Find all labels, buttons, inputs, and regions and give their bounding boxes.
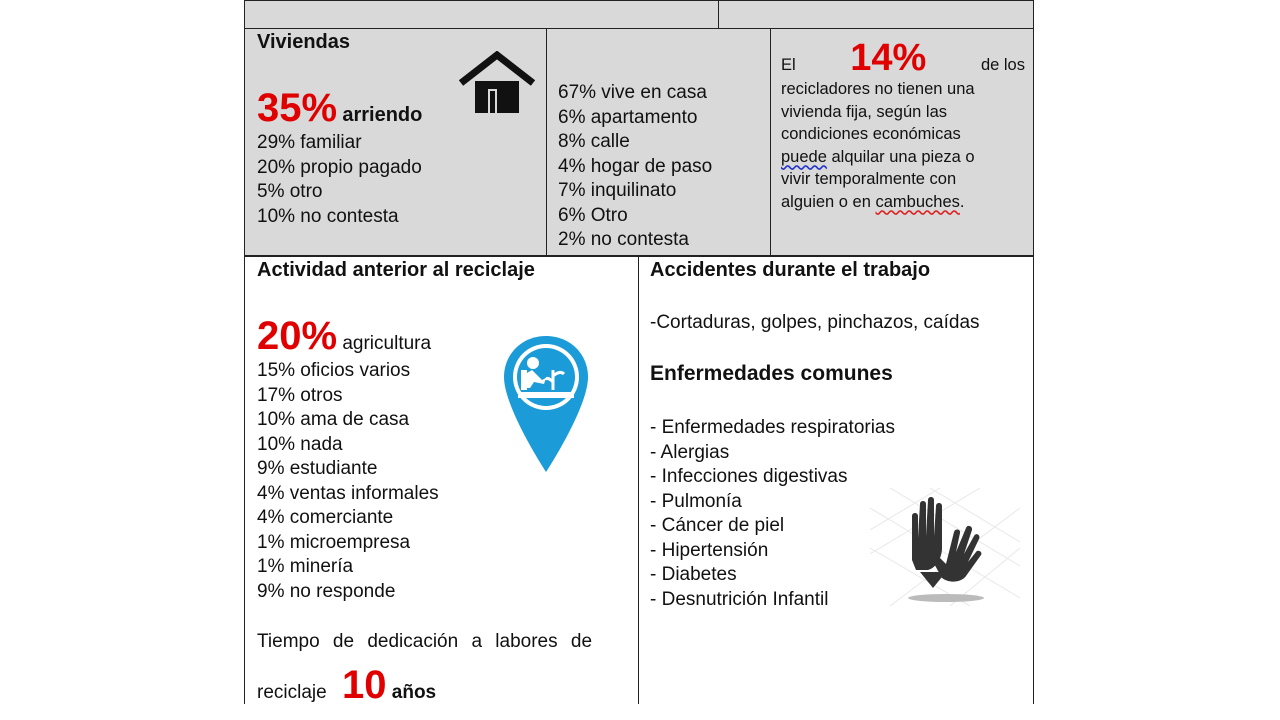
list-item: 9% estudiante [257, 458, 378, 479]
accidentes-text: -Cortaduras, golpes, pinchazos, caídas [650, 312, 980, 333]
list-item: 4% ventas informales [257, 482, 439, 504]
enfermedades-title: Enfermedades comunes [650, 362, 893, 385]
actividad-main-pct: 20% [257, 314, 338, 358]
list-item: 10% ama de casa [257, 409, 410, 430]
list-item: 5% otro [257, 181, 323, 202]
list-item: - Desnutrición Infantil [650, 588, 829, 610]
table-border-left [244, 0, 245, 704]
nota14-line7-start: alguien o en [781, 192, 876, 211]
list-item: 2% no contesta [558, 229, 689, 250]
nota14-line-4: condiciones económicas [781, 125, 961, 143]
nota14-line5-rest: alquilar una pieza o [826, 147, 975, 166]
list-item: - Infecciones digestivas [650, 466, 848, 487]
house-icon [458, 51, 536, 115]
list-item: 8% calle [558, 131, 630, 152]
vivienda-main [257, 88, 422, 129]
list-item: 10% nada [257, 433, 343, 455]
tiempo-text: Tiempo de dedicación a labores de [257, 631, 593, 652]
table-border-top [244, 0, 1034, 1]
list-item: - Pulmonía [650, 490, 742, 512]
nota14-line-3: vivienda fija, según las [781, 102, 948, 121]
list-item: - Enfermedades respiratorias [650, 417, 895, 438]
vivienda-list [257, 131, 422, 229]
nota14-cambuches: cambuches [875, 192, 960, 211]
accidentes-title: Accidentes durante el trabajo [650, 259, 931, 281]
list-item: 10% no contesta [257, 205, 399, 227]
nota14-line7-end: . [959, 192, 965, 211]
list-item: 4% comerciante [257, 507, 394, 528]
nota14-line-2: recicladores no tienen una [781, 80, 975, 98]
tiempo-line-2 [257, 665, 436, 706]
nota14-puede: puede [781, 147, 827, 166]
nota14-line-7 [781, 191, 1025, 214]
list-item: 6% apartamento [558, 106, 698, 128]
tiempo-prefix: reciclaje [257, 682, 327, 703]
list-item: 15% oficios varios [257, 360, 411, 381]
tiempo-value: 10 [341, 663, 387, 707]
nota14-line1-rest: de los [980, 56, 1025, 74]
actividad-title: Actividad anterior al reciclaje [257, 259, 535, 281]
list-item: - Diabetes [650, 564, 737, 585]
top-empty-cell-left [245, 1, 718, 28]
vivienda-main-pct: 35% [257, 86, 338, 130]
list-item: 20% propio pagado [257, 156, 422, 178]
tiempo-line-1 [257, 630, 630, 655]
nota14-line-1 [781, 38, 1025, 78]
enfermedades-list [650, 416, 895, 612]
list-item: 7% inquilinato [558, 180, 677, 201]
list-item: - Hipertensión [650, 539, 769, 561]
list-item: 4% hogar de paso [558, 155, 713, 177]
vivienda-title: Viviendas [257, 31, 351, 53]
list-item: 29% familiar [257, 132, 362, 153]
vive-list [558, 81, 712, 253]
agriculture-pin-icon [500, 332, 592, 476]
gloves-icon [870, 488, 1020, 606]
infographic-table [244, 0, 1034, 707]
list-item: 17% otros [257, 384, 343, 406]
list-item: 9% no responde [257, 580, 396, 602]
nota14-prefix: El [781, 56, 796, 74]
col-divider-bottom [638, 256, 639, 704]
list-item: 6% Otro [558, 204, 628, 226]
actividad-main-label: agricultura [342, 333, 432, 354]
row-divider-2 [244, 255, 1034, 257]
list-item: - Alergias [650, 441, 730, 463]
row-divider-1 [244, 28, 1034, 29]
table-border-right [1033, 0, 1034, 704]
nota14-pct: 14% [850, 37, 927, 79]
nota14-line-5 [781, 146, 1025, 169]
col-divider-top [718, 0, 719, 29]
vivienda-main-label: arriendo [342, 104, 423, 126]
actividad-main [257, 316, 431, 357]
actividad-list [257, 359, 439, 604]
top-empty-cell-right [719, 1, 1033, 28]
nota14-paragraph [781, 38, 1025, 213]
list-item: - Cáncer de piel [650, 515, 785, 536]
list-item: 1% microempresa [257, 531, 411, 553]
nota14-line-6: vivir temporalmente con [781, 170, 957, 188]
col-divider-b [770, 28, 771, 256]
col-divider-a [546, 28, 547, 256]
list-item: 67% vive en casa [558, 82, 707, 103]
list-item: 1% minería [257, 556, 354, 577]
tiempo-unit: años [391, 682, 437, 703]
